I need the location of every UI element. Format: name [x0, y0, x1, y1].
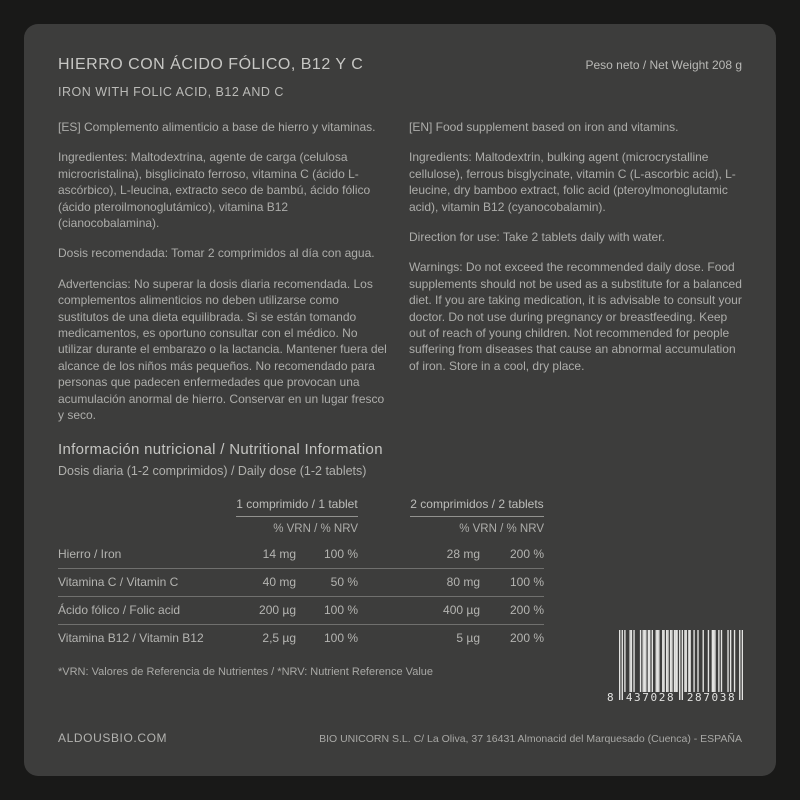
nutrient-label: Ácido fólico / Folic acid — [58, 597, 236, 625]
label-footer — [58, 731, 742, 745]
nrv-header-1: % VRN / % NRV — [273, 522, 358, 535]
warnings-en: Warnings: Do not exceed the recommended daily dose. Food supplements should not be used as a substitute for a balanced diet. If you are taking medication, it is advisable to consult your doctor. Do not use during pregnancy or breastfeeding. Keep out of reach of young children. Not recommended for people suffering from diseases that cause an abnormal accumulation of iron. Store in a cool, dry place. — [409, 260, 742, 373]
nutrition-subheading: Dosis diaria (1-2 comprimidos) / Daily dose (1-2 tablets) — [58, 463, 367, 478]
company-address: BIO UNICORN S.L. C/ La Oliva, 37 16431 Almonacid del Marquesado (Cuenca) - ESPAÑA — [319, 733, 742, 745]
column-header-2-tablets: 2 comprimidos / 2 tablets — [410, 497, 544, 517]
amount-2-tablets: 28 mg — [410, 541, 480, 569]
intro-es: [ES] Complemento alimenticio a base de hierro y vitaminas. — [58, 120, 376, 134]
nutrition-table — [58, 497, 544, 652]
nrv-gap-spacer — [358, 517, 410, 541]
nrv-1-tablet: 100 % — [296, 541, 358, 569]
row-gap — [358, 625, 410, 652]
table-corner-spacer — [58, 497, 236, 517]
amount-1-tablet: 14 mg — [236, 541, 296, 569]
nrv-2-tablets: 200 % — [480, 541, 544, 569]
info-columns — [58, 119, 742, 424]
ingredients-es: Ingredientes: Maltodextrina, agente de carga (celulosa microcristalina), bisglicinato ferroso, vitamina C (ácido L-ascórbico), L-leucina, extracto seco de bambú, ácido fólico (ácido pteroilmonoglutámico), vitamina B12 (cianocobalamina). — [58, 150, 371, 231]
amount-1-tablet: 200 µg — [236, 597, 296, 625]
table-gap-spacer — [358, 497, 410, 517]
ingredients-en: Ingredients: Maltodextrin, bulking agent (microcrystalline cellulose), ferrous bisglycinate, vitamin C (L-ascorbic acid), L-leucine, dry bamboo extract, folic acid (pteroylmonoglutamic acid), vitamin B12 (cyanocobalamin). — [409, 150, 736, 214]
net-weight: Peso neto / Net Weight 208 g — [585, 58, 742, 72]
product-title-es: HIERRO CON ÁCIDO FÓLICO, B12 Y C — [58, 56, 364, 73]
column-spanish — [58, 119, 391, 424]
row-gap — [358, 597, 410, 625]
nrv-1-tablet: 100 % — [323, 630, 358, 645]
intro-en: [EN] Food supplement based on iron and vitamins. — [409, 120, 679, 134]
nrv-2-tablets: 200 % — [480, 597, 544, 625]
dosage-en: Direction for use: Take 2 tablets daily with water. — [409, 230, 665, 245]
amount-1-tablet: 40 mg — [236, 569, 296, 597]
nutrient-label: Vitamina B12 / Vitamin B12 — [58, 630, 204, 645]
nutrient-label: Vitamina C / Vitamin C — [58, 569, 236, 597]
nrv-1-tablet: 50 % — [296, 569, 358, 597]
column-header-1-tablet: 1 comprimido / 1 tablet — [236, 497, 358, 517]
nrv-row-spacer — [58, 517, 236, 541]
column-english — [409, 119, 742, 424]
barcode-left-group: 437028 — [625, 691, 676, 704]
row-gap — [358, 569, 410, 597]
nrv-footnote: *VRN: Valores de Referencia de Nutrientes / *NRV: Nutrient Reference Value — [58, 665, 433, 678]
product-title-en: IRON WITH FOLIC ACID, B12 AND C — [58, 85, 284, 99]
title-block — [58, 56, 363, 99]
dosage-es: Dosis recomendada: Tomar 2 comprimidos al día con agua. — [58, 246, 375, 261]
nutrition-heading: Información nutricional / Nutritional Information — [58, 440, 383, 458]
row-gap — [358, 541, 410, 569]
label-content — [24, 24, 776, 678]
amount-2-tablets: 5 µg — [456, 630, 480, 645]
nrv-2-tablets: 100 % — [480, 569, 544, 597]
barcode-digits — [607, 691, 743, 706]
warnings-es: Advertencias: No superar la dosis diaria recomendada. Los complementos alimenticios no deben utilizarse como sustitutos de una dieta equilibrada. Si se están tomando medicamentos, es oportuno consultar con el médico. No utilizar durante el embarazo o la lactancia. Mantener fuera del alcance de los niños más pequeños. No recomendado para personas que padecen enfermedades que provocan una acumulación anormal de hierro. Conservar en un lugar fresco y seco. — [58, 276, 387, 423]
barcode-first-digit: 8 — [607, 691, 614, 704]
label-header — [58, 56, 742, 99]
barcode-bars — [619, 630, 743, 700]
label-card — [24, 24, 776, 776]
amount-2-tablets: 80 mg — [410, 569, 480, 597]
website-text: ALDOUSBIO.COM — [58, 731, 168, 745]
amount-1-tablet: 2,5 µg — [262, 630, 296, 645]
nrv-header-2: % VRN / % NRV — [459, 522, 544, 535]
nrv-1-tablet: 100 % — [296, 597, 358, 625]
nrv-2-tablets: 200 % — [509, 630, 544, 645]
ean13-barcode — [607, 630, 743, 708]
amount-2-tablets: 400 µg — [410, 597, 480, 625]
barcode-right-group: 287038 — [686, 691, 737, 704]
nutrient-label: Hierro / Iron — [58, 541, 236, 569]
